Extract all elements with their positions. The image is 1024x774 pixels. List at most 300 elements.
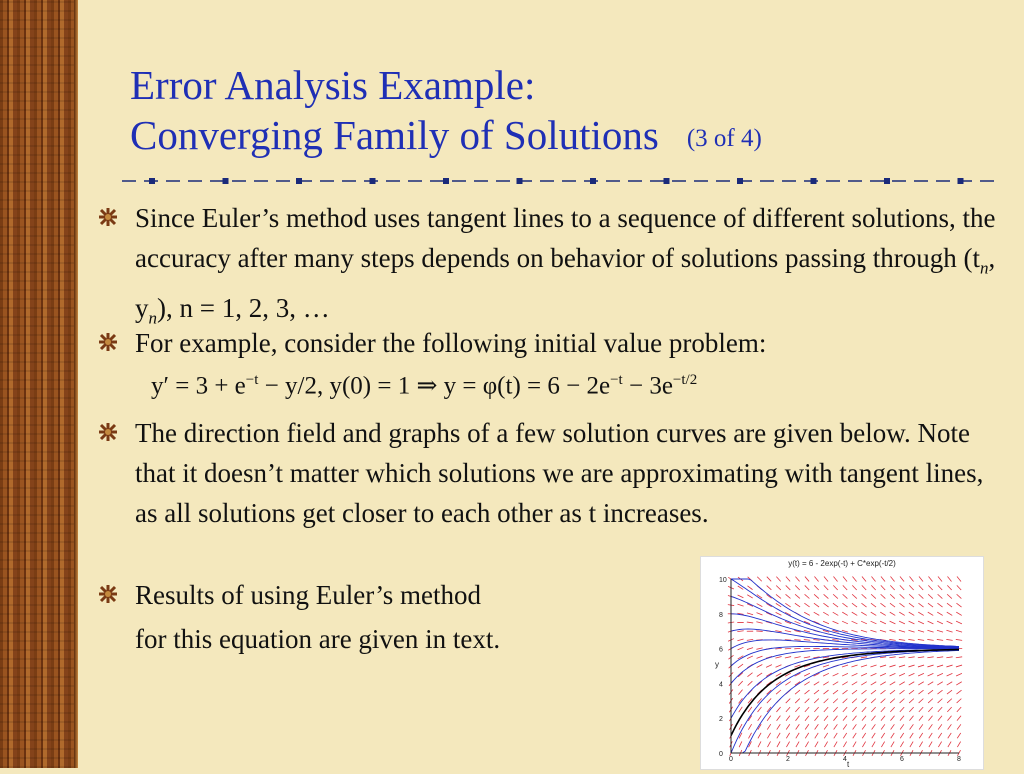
direction-field-segment [918, 639, 924, 640]
direction-field-segment [956, 630, 962, 632]
direction-field-segment [870, 665, 876, 667]
direction-field-segment [899, 612, 904, 615]
direction-field-segment [890, 699, 895, 703]
direction-field-segment [928, 716, 932, 721]
direction-field-segment [957, 585, 961, 590]
plot-xlabel: t [847, 760, 850, 769]
direction-field-segment [834, 724, 838, 729]
direction-field-segment [956, 665, 962, 667]
divider-dot [884, 178, 890, 184]
direction-field-segment [918, 657, 924, 658]
direction-field-segment [880, 621, 886, 624]
bullet-star-icon [98, 332, 118, 352]
direction-field-segment [957, 724, 961, 729]
direction-field-segment [871, 585, 875, 590]
direction-field-segment [938, 585, 942, 590]
direction-field-segment [909, 682, 914, 685]
direction-field-segment [796, 724, 800, 729]
bullet-text-mid: , y [135, 243, 995, 323]
direction-field-segment [737, 631, 743, 632]
direction-field-segment [861, 603, 866, 607]
direction-field-segment [776, 577, 780, 582]
direction-field-segment [805, 585, 809, 590]
direction-field-segment [842, 665, 848, 667]
direction-field-segment [937, 621, 943, 624]
direction-field-segment [947, 621, 953, 624]
direction-field-segment [777, 733, 780, 738]
direction-field-segment [805, 716, 809, 721]
direction-field-segment [947, 690, 952, 694]
direction-field-segment [804, 603, 809, 607]
direction-field-segment [918, 630, 924, 632]
direction-field-segment [814, 612, 820, 615]
direction-field-segment [890, 673, 896, 676]
bullet-text: Since Euler’s method uses tangent lines to a sequence of different solutions, the accuracy after many steps depends on behavior of solutions passing through (t [135, 203, 996, 273]
direction-field-segment [956, 690, 961, 694]
direction-field-segment [795, 699, 800, 703]
direction-field-segment [889, 630, 895, 632]
direction-field-segment [910, 724, 914, 729]
direction-field-segment [880, 630, 886, 632]
direction-field-segment [862, 724, 866, 729]
direction-field-segment [891, 742, 894, 748]
bullet-text: Results of using Euler’s method [135, 580, 481, 610]
direction-field-segment [796, 733, 799, 738]
direction-field-segment [757, 613, 763, 615]
direction-field-segment [927, 665, 933, 667]
direction-field-segment [957, 707, 961, 712]
direction-field-segment [880, 603, 885, 607]
direction-field-segment [785, 631, 791, 632]
direction-field-segment [937, 682, 942, 685]
direction-field-segment [852, 577, 856, 582]
direction-field-segment [815, 724, 819, 729]
direction-field-segment [758, 716, 762, 721]
direction-field-segment [738, 647, 744, 650]
direction-field-segment [842, 682, 847, 685]
direction-field-segment [909, 594, 914, 598]
direction-field-segment [775, 656, 781, 658]
direction-field-segment [918, 682, 923, 685]
direction-field-segment [747, 622, 753, 623]
divider-dot [958, 178, 964, 184]
direction-field-segment [852, 699, 857, 703]
direction-field-segment [871, 716, 875, 721]
direction-field-segment [890, 603, 895, 607]
direction-field-segment [909, 699, 914, 703]
x-tick-label: 0 [729, 756, 733, 763]
direction-field-segment [804, 657, 810, 658]
bullet-item [98, 413, 1008, 575]
direction-field-segment [908, 630, 914, 632]
direction-field-segment [814, 690, 819, 694]
direction-field-segment [948, 733, 952, 738]
direction-field-segment [871, 603, 876, 607]
direction-field-segment [852, 603, 857, 607]
direction-field-segment [852, 612, 857, 615]
direction-field-segment [776, 682, 781, 686]
direction-field-segment [928, 699, 933, 703]
title-line-2: Converging Family of Solutions [130, 112, 659, 158]
direction-field-segment [862, 742, 865, 748]
direction-field-segment [919, 724, 923, 729]
direction-field-segment [890, 585, 894, 590]
direction-field-segment [928, 603, 933, 607]
direction-field-segment [833, 690, 838, 694]
x-tick-label: 6 [900, 756, 904, 763]
direction-field-segment [900, 594, 905, 598]
bullet-star-icon [98, 422, 118, 442]
direction-field-segment [852, 716, 856, 721]
direction-field-segment [900, 577, 904, 582]
direction-field-segment [928, 621, 934, 624]
direction-field-segment [824, 724, 828, 729]
direction-field-segment [814, 594, 819, 598]
direction-field-segment [937, 630, 943, 632]
direction-field-segment [900, 707, 904, 712]
direction-field-segment [757, 604, 763, 607]
direction-field-segment [909, 577, 913, 582]
divider-dot [149, 178, 155, 184]
direction-field-segment [891, 733, 895, 738]
direction-field-segment [776, 612, 782, 615]
direction-field-segment [957, 594, 962, 598]
direction-field-segment [919, 716, 923, 721]
direction-field-segment [947, 699, 952, 703]
direction-field-segment [909, 612, 914, 615]
direction-field-segment [842, 673, 848, 676]
y-tick-label: 2 [719, 716, 723, 723]
direction-field-segment [833, 716, 837, 721]
direction-field-segment [938, 707, 942, 712]
direction-field-segment [747, 673, 752, 677]
direction-field-segment [889, 665, 895, 667]
direction-field-segment [891, 724, 895, 729]
equation-exponent: −t [610, 372, 623, 388]
direction-field-segment [785, 657, 791, 658]
direction-field-segment [910, 733, 914, 738]
direction-field-segment [756, 631, 762, 632]
direction-field-segment [853, 742, 856, 748]
direction-field-segment [937, 673, 943, 676]
y-tick-label: 0 [719, 751, 723, 758]
direction-field-segment [937, 657, 943, 658]
direction-field-segment [785, 648, 791, 649]
direction-field-segment [833, 594, 838, 598]
direction-field-segment [910, 742, 913, 747]
direction-field-segment [947, 707, 951, 712]
direction-field-segment [776, 585, 781, 589]
direction-field-segment [919, 733, 923, 738]
direction-field-segment [832, 639, 838, 640]
direction-field-segment [928, 612, 933, 615]
direction-field-segment [899, 621, 905, 624]
solution-curve [731, 579, 959, 646]
equation-lhs: y′ = 3 + e [151, 372, 246, 399]
direction-field-segment [795, 594, 800, 598]
direction-field-segment [813, 640, 819, 641]
direction-field-segment [900, 733, 904, 738]
divider-dot [811, 178, 817, 184]
direction-field-segment [747, 613, 753, 615]
direction-field-segment [843, 733, 846, 738]
direction-field-segment [756, 622, 762, 623]
direction-field-segment [795, 603, 800, 607]
direction-field-segment [737, 604, 743, 606]
direction-field-segment [739, 707, 743, 712]
direction-field-segment [880, 673, 886, 676]
direction-field-segment [824, 594, 829, 598]
direction-field-segment [870, 630, 876, 632]
direction-field-segment [738, 595, 744, 598]
direction-field-segment [814, 585, 818, 590]
direction-field-segment [927, 630, 933, 632]
direction-field-segment [786, 733, 789, 738]
direction-field-segment [880, 612, 885, 615]
direction-field-segment [880, 690, 885, 694]
direction-field-segment [927, 657, 933, 658]
direction-field-segment [805, 707, 809, 712]
direction-field-segment [871, 690, 876, 694]
direction-field-segment [786, 594, 791, 598]
direction-field-segment [739, 741, 742, 747]
direction-field-segment [777, 742, 780, 748]
direction-field-segment [738, 690, 742, 695]
direction-field-segment [852, 690, 857, 694]
direction-field-segment [871, 673, 877, 676]
direction-field-segment [804, 673, 810, 676]
direction-field-segment [890, 621, 896, 624]
direction-field-segment [881, 594, 886, 598]
direction-field-segment [814, 577, 818, 582]
direction-field-segment [805, 690, 810, 694]
direction-field-segment [889, 657, 895, 658]
direction-field-segment [938, 699, 943, 703]
direction-field-segment [947, 594, 952, 598]
direction-field-segment [890, 716, 894, 721]
direction-field-segment [938, 716, 942, 721]
direction-field-segment [880, 657, 886, 658]
direction-field-segment [861, 673, 867, 676]
direction-field-segment [900, 716, 904, 721]
direction-field-segment [899, 603, 904, 607]
y-tick-label: 8 [719, 612, 723, 619]
direction-field-segment [890, 682, 895, 685]
direction-field-segment [919, 594, 924, 598]
direction-field-segment [881, 577, 885, 582]
direction-field-segment [767, 724, 770, 729]
direction-field-segment [880, 665, 886, 667]
direction-field-segment [796, 716, 800, 721]
direction-field-segment [899, 665, 905, 667]
direction-field-segment [843, 577, 847, 582]
direction-field-segment [795, 707, 799, 712]
direction-field-segment [795, 690, 800, 694]
direction-field-segment [748, 724, 751, 730]
direction-field-segment [833, 603, 838, 607]
direction-field-segment [758, 707, 762, 712]
direction-field-segment [861, 612, 866, 615]
direction-field-segment [804, 682, 809, 685]
direction-field-segment [824, 742, 827, 748]
direction-field-segment [861, 630, 867, 632]
direction-field-segment [946, 630, 952, 632]
equation-mid: − y/2, y(0) = 1 ⇒ y = φ(t) = 6 − 2e [258, 372, 610, 399]
bullet-star-icon [98, 207, 118, 227]
direction-field-segment [843, 699, 848, 703]
direction-field-segment [853, 733, 856, 738]
direction-field-segment [843, 742, 846, 748]
divider-dot [737, 178, 743, 184]
direction-field-segment [747, 639, 753, 640]
divider-dot [296, 178, 302, 184]
direction-field-segment [786, 707, 790, 712]
subscript-n: n [149, 309, 158, 328]
direction-field-segment [947, 603, 952, 607]
divider-dot [590, 178, 596, 184]
direction-field-segment [899, 690, 904, 694]
direction-field-segment [824, 577, 828, 582]
direction-field-segment [919, 585, 923, 590]
direction-field-segment [805, 577, 809, 582]
direction-field-segment [776, 594, 781, 598]
direction-field-segment [937, 690, 942, 694]
direction-field-segment [842, 621, 848, 624]
direction-field-segment [851, 630, 857, 632]
direction-field-segment [823, 682, 828, 685]
direction-field-segment [928, 707, 932, 712]
divider-dot [664, 178, 670, 184]
direction-field-segment [747, 656, 753, 659]
direction-field-segment [786, 742, 789, 748]
direction-field-segment [928, 585, 932, 590]
direction-field-segment [805, 724, 809, 729]
direction-field-segment [899, 630, 905, 632]
direction-field-segment [767, 733, 770, 739]
direction-field-segment [737, 639, 743, 641]
direction-field-segment [909, 690, 914, 694]
bullet-star-icon [98, 584, 118, 604]
direction-field-segment [947, 673, 953, 676]
direction-field-segment [919, 707, 923, 712]
direction-field-segment [861, 682, 866, 685]
direction-field-segment [786, 577, 790, 582]
direction-field-segment [776, 707, 780, 712]
direction-field-segment [861, 690, 866, 694]
direction-field-segment [957, 716, 961, 721]
direction-field-segment [899, 673, 905, 676]
direction-field-segment [927, 639, 933, 640]
direction-field-segment [805, 699, 810, 703]
wood-border [0, 0, 78, 768]
direction-field-segment [747, 586, 752, 590]
direction-field-segment [766, 665, 772, 668]
direction-field-segment [918, 690, 923, 694]
slide-title [130, 60, 762, 164]
bullet-continuation: for this equation are given in text. [98, 619, 1008, 659]
direction-field-segment [842, 603, 847, 607]
direction-field-segment [795, 621, 801, 623]
direction-field-segment [872, 742, 875, 748]
direction-field-segment [852, 682, 857, 685]
divider-dot [370, 178, 376, 184]
direction-field-segment [908, 639, 914, 640]
ivp-equation [98, 363, 1008, 405]
direction-field-segment [756, 648, 762, 649]
direction-field-segment [880, 682, 885, 685]
direction-field-segment [861, 665, 867, 667]
direction-field-segment [938, 733, 942, 738]
direction-field-segment [937, 603, 942, 607]
direction-field-segment [946, 665, 952, 667]
direction-field-segment [881, 733, 885, 738]
direction-field-segment [833, 699, 838, 703]
direction-field-segment [909, 585, 913, 590]
direction-field-segment [748, 707, 752, 712]
direction-field-segment [833, 612, 839, 615]
direction-field-segment [928, 594, 933, 598]
direction-field-segment [804, 640, 810, 641]
direction-field-segment [747, 648, 753, 650]
direction-field-segment [908, 657, 914, 658]
direction-field-segment [795, 585, 800, 590]
direction-field-segment [929, 724, 933, 729]
direction-field-segment [872, 733, 876, 738]
direction-field-segment [767, 586, 772, 590]
direction-field-segment [871, 612, 876, 615]
direction-field-segment [956, 621, 962, 624]
direction-field-segment [738, 664, 743, 668]
direction-field-segment [948, 742, 951, 747]
direction-field-segment [889, 639, 895, 640]
direction-field-segment [862, 577, 866, 582]
direction-field-segment [805, 733, 808, 738]
direction-field-segment [824, 716, 828, 721]
direction-field-segment [928, 690, 933, 694]
plot-title: y(t) = 6 - 2exp(-t) + C*exp(-t/2) [788, 559, 896, 568]
direction-field-segment [776, 690, 781, 694]
direction-field-segment [767, 698, 771, 703]
direction-field-segment [947, 682, 952, 685]
direction-field-segment [823, 665, 829, 667]
direction-field-segment [785, 603, 790, 607]
direction-field-segment [862, 707, 866, 712]
direction-field-segment [899, 639, 905, 640]
direction-field-segment [928, 673, 934, 676]
direction-field-segment [946, 657, 952, 658]
direction-field-segment [890, 690, 895, 694]
direction-field-segment [833, 585, 837, 590]
direction-field-segment [909, 673, 915, 676]
direction-field-segment [862, 733, 865, 738]
bullet-text: For example, consider the following initial value problem: [135, 328, 766, 358]
direction-field-segment [833, 621, 839, 624]
direction-field-segment [786, 699, 791, 704]
direction-field-segment [775, 621, 781, 623]
divider-dot [443, 178, 449, 184]
direction-field-segment [861, 657, 867, 658]
direction-field-segment [815, 742, 818, 748]
direction-field-segment [853, 724, 857, 729]
direction-field-segment [757, 577, 762, 582]
direction-field-segment [890, 577, 894, 582]
direction-field-segment [833, 673, 839, 676]
direction-field-segment [739, 724, 742, 730]
x-tick-label: 8 [957, 756, 961, 763]
direction-field-segment [862, 594, 867, 598]
direction-field-segment [918, 665, 924, 667]
direction-field-segment [814, 707, 818, 712]
